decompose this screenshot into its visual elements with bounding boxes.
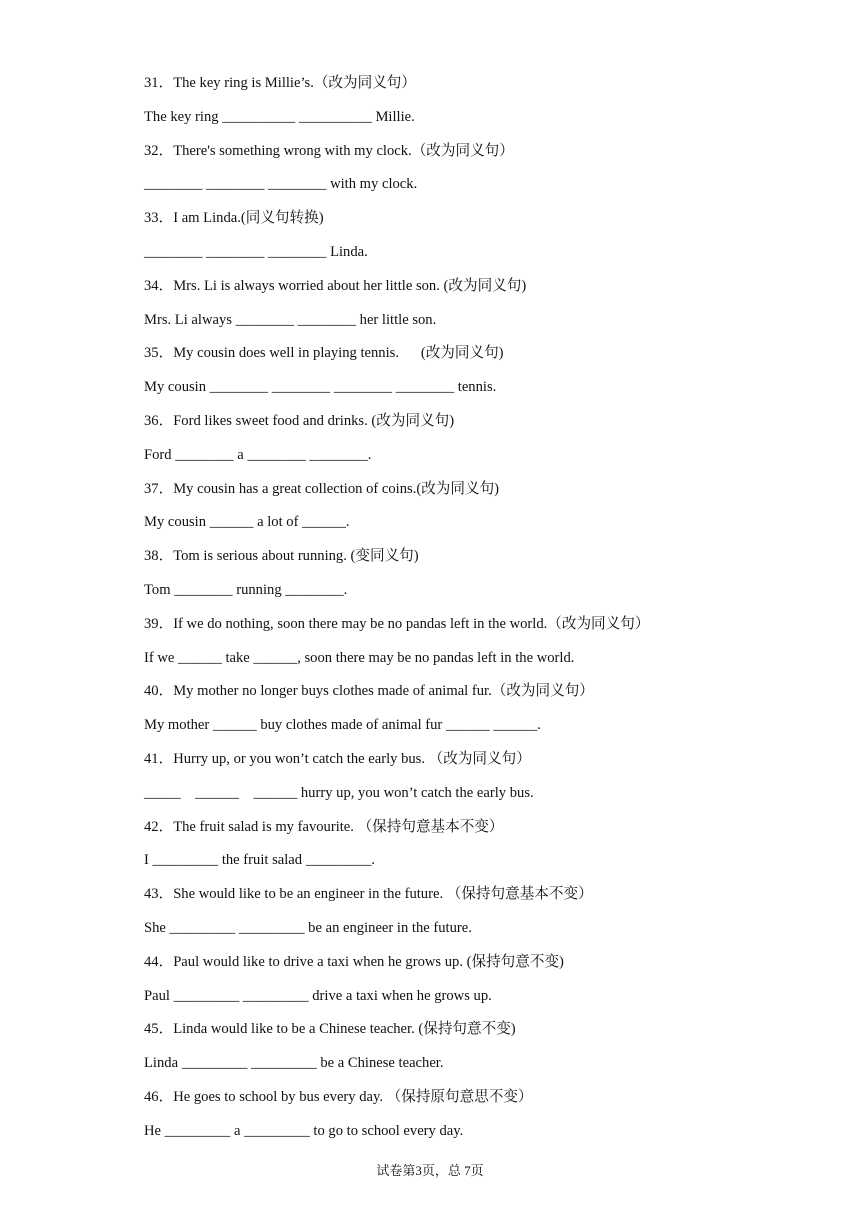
question-prompt: 45．Linda would like to be a Chinese teacher. (保持句意不变) — [144, 1021, 516, 1038]
answer-line: My mother ______ buy clothes made of animal fur ______ ______. — [144, 717, 541, 734]
answer-line: ________ ________ ________ with my clock. — [144, 176, 418, 193]
answer-line: Tom ________ running ________. — [144, 581, 348, 598]
answer-line: My cousin ________ ________ ________ ________ tennis. — [144, 379, 497, 396]
question-list — [144, 70, 824, 1152]
answer-line: _____ ______ ______ hurry up, you won’t catch the early bus. — [144, 784, 534, 801]
question-prompt: 44．Paul would like to drive a taxi when he grows up. (保持句意不变) — [144, 953, 564, 970]
question-prompt: 32．There's something wrong with my clock.（改为同义句） — [144, 142, 514, 159]
answer-line: ________ ________ ________ Linda. — [144, 243, 368, 260]
question-prompt: 35．My cousin does well in playing tennis. (改为同义句) — [144, 345, 504, 362]
question-prompt: 37．My cousin has a great collection of coins.(改为同义句) — [144, 480, 500, 497]
question-prompt: 33．I am Linda.(同义句转换) — [144, 210, 324, 227]
question-prompt: 31．The key ring is Millie’s.（改为同义句） — [144, 75, 416, 91]
question-prompt: 36．Ford likes sweet food and drinks. (改为同义句) — [144, 412, 455, 429]
answer-line: Linda _________ _________ be a Chinese teacher. — [144, 1055, 444, 1072]
question-prompt: 41．Hurry up, or you won’t catch the early bus. （改为同义句） — [144, 750, 531, 767]
page-footer: 试卷第3页，总 7页 — [376, 1163, 484, 1178]
answer-line: She _________ _________ be an engineer in the future. — [144, 919, 472, 936]
question-prompt: 34．Mrs. Li is always worried about her little son. (改为同义句) — [144, 277, 527, 294]
answer-line: My cousin ______ a lot of ______. — [144, 514, 350, 531]
question-prompt: 43．She would like to be an engineer in the future. （保持句意基本不变） — [144, 886, 593, 903]
question-prompt: 40．My mother no longer buys clothes made of animal fur.（改为同义句） — [144, 683, 594, 700]
answer-line: Mrs. Li always ________ ________ her little son. — [144, 311, 437, 328]
question-prompt: 38．Tom is serious about running. (变同义句) — [144, 548, 419, 565]
answer-line: Paul _________ _________ drive a taxi when he grows up. — [144, 987, 492, 1004]
answer-line: I _________ the fruit salad _________. — [144, 852, 376, 869]
question-prompt: 42．The fruit salad is my favourite. （保持句意基本不变） — [144, 818, 504, 835]
answer-line: Ford ________ a ________ ________. — [144, 446, 372, 463]
answer-line: He _________ a _________ to go to school every day. — [144, 1122, 464, 1139]
answer-line: The key ring __________ __________ Millie. — [144, 108, 415, 125]
answer-line: If we ______ take ______, soon there may be no pandas left in the world. — [144, 649, 575, 666]
question-prompt: 46．He goes to school by bus every day. （保持原句意思不变） — [144, 1088, 533, 1105]
question-prompt: 39．If we do nothing, soon there may be no pandas left in the world.（改为同义句） — [144, 615, 650, 632]
